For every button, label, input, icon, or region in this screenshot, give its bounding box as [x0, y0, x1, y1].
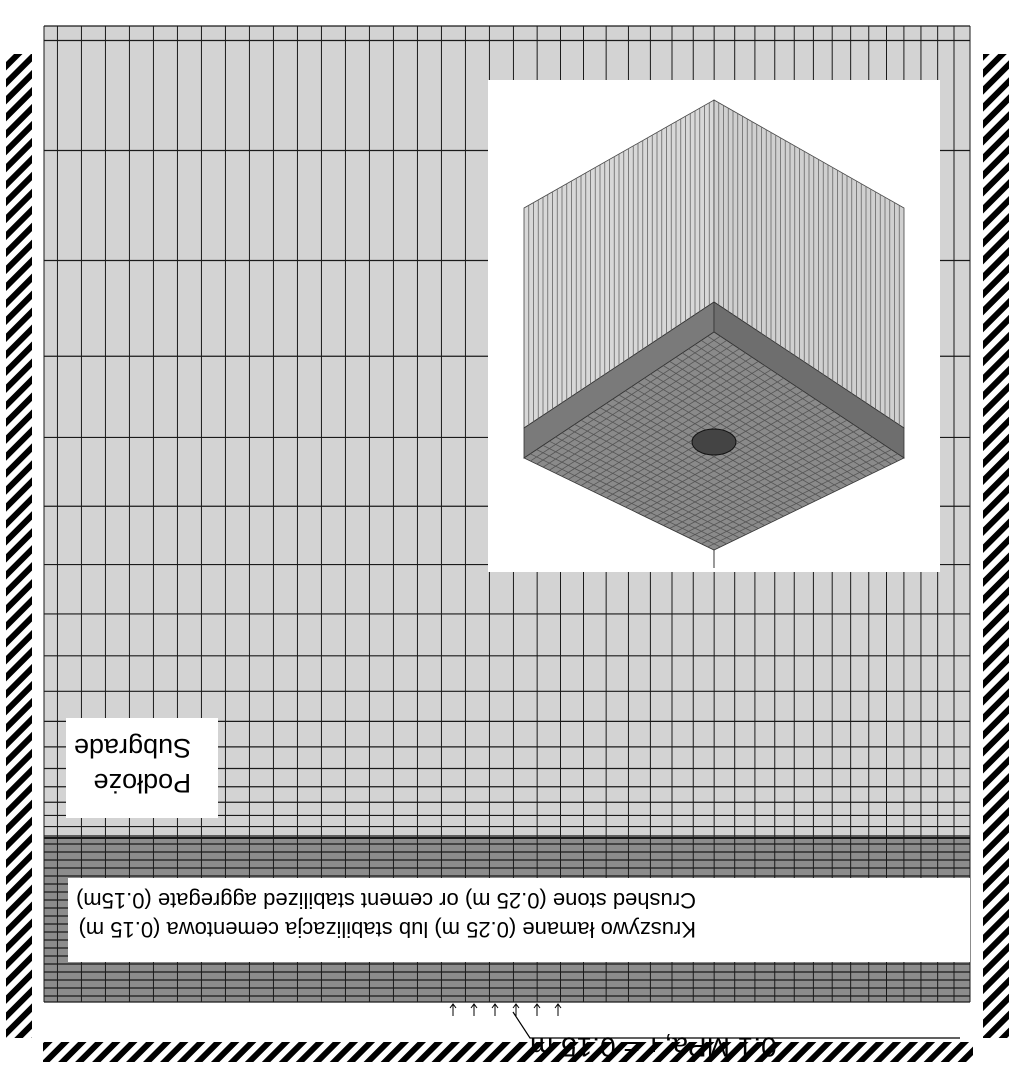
subgrade-label	[66, 718, 218, 818]
load-arrow	[450, 1004, 456, 1016]
load-label	[530, 1028, 777, 1064]
inset-3d-mesh	[488, 80, 940, 572]
load-arrow	[471, 1004, 477, 1016]
load-label-text: 0.1 MPa, r = 0.15 m	[530, 1031, 777, 1063]
right-boundary-hatch	[6, 54, 32, 1038]
bottom-boundary-hatch	[43, 1042, 973, 1062]
base-label-line2: Crushed stone (0.25 m) or cement stabilized aggregate (0.15m)	[76, 888, 696, 914]
subgrade-label-line1: Podłoże	[93, 768, 192, 799]
load-arrow	[492, 1004, 498, 1016]
load-arrow	[555, 1004, 561, 1016]
left-boundary-hatch	[983, 54, 1009, 1038]
base-label-line1: Kruszywo łamane (0.25 m) lub stabilizacja cementowa (0.15 m)	[78, 917, 696, 943]
iso-load-area	[692, 429, 736, 455]
isometric-mesh	[524, 100, 904, 568]
base-layer-label	[68, 878, 970, 962]
subgrade-label-line2: Subgrade	[74, 733, 192, 764]
load-arrow	[534, 1004, 540, 1016]
isometric-mesh-view	[488, 80, 940, 572]
